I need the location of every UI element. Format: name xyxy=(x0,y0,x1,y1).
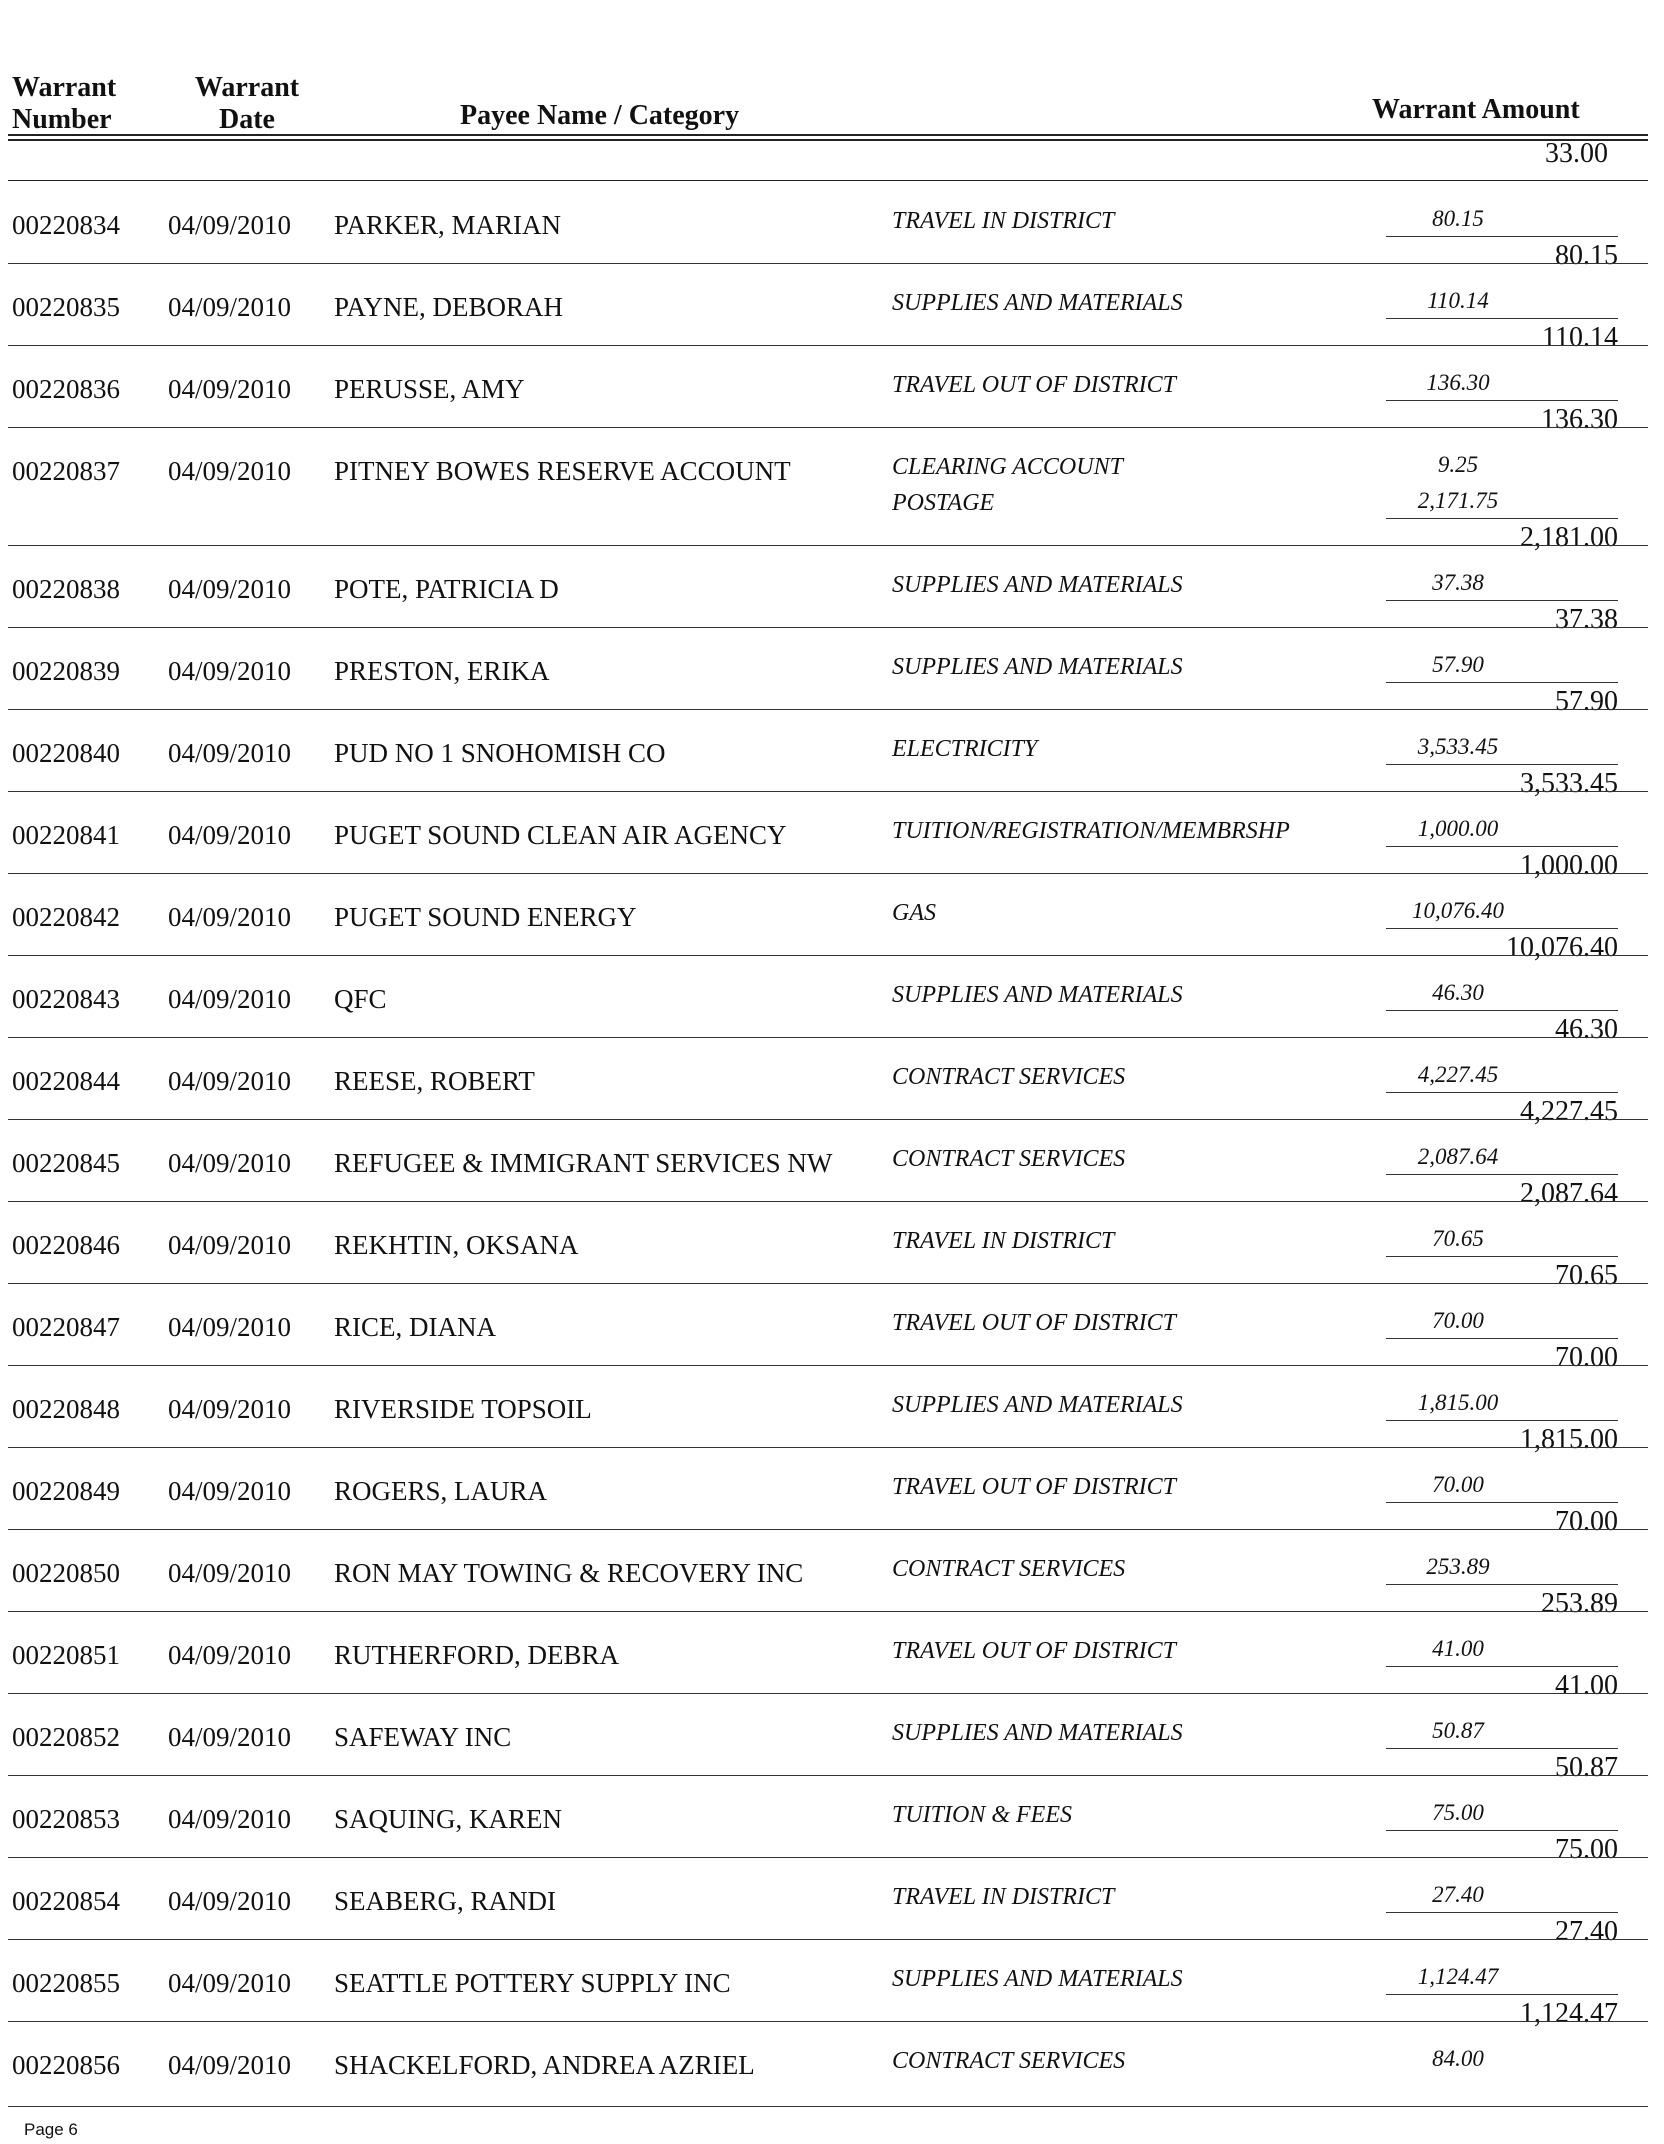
subtotal-rule xyxy=(1386,764,1618,765)
category-list xyxy=(892,1720,1183,1756)
expense-category: POSTAGE xyxy=(892,490,995,516)
warrant-number: 00220845 xyxy=(12,1148,120,1178)
category-list xyxy=(892,982,1183,1018)
warrant-entry xyxy=(8,628,1648,717)
header-rule-double xyxy=(8,139,1648,141)
category-list xyxy=(892,1884,1114,1920)
subtotal-rule xyxy=(1386,1174,1618,1175)
category-list xyxy=(892,1556,1125,1592)
expense-category: SUPPLIES AND MATERIALS xyxy=(892,290,1183,316)
payee-name: PRESTON, ERIKA xyxy=(334,656,550,686)
payee-name: PITNEY BOWES RESERVE ACCOUNT xyxy=(334,456,791,486)
warrant-total: 46.30 xyxy=(1555,1014,1618,1045)
warrant-number: 00220840 xyxy=(12,738,120,768)
expense-category: ELECTRICITY xyxy=(892,736,1038,762)
subtotal-rule xyxy=(1386,1748,1618,1749)
warrant-number: 00220854 xyxy=(12,1886,120,1916)
column-header-amount: Warrant Amount xyxy=(1372,94,1580,125)
warrant-number: 00220838 xyxy=(12,574,120,604)
line-amount: 1,124.47 xyxy=(1417,1964,1499,1989)
warrant-date: 04/09/2010 xyxy=(168,1066,292,1096)
payee-name: RIVERSIDE TOPSOIL xyxy=(334,1394,592,1424)
payee-name: PUD NO 1 SNOHOMISH CO xyxy=(334,738,666,768)
line-amount: 70.00 xyxy=(1432,1308,1484,1333)
warrant-total: 1,124.47 xyxy=(1520,1998,1618,2029)
payee-name: PARKER, MARIAN xyxy=(334,210,562,240)
warrant-number: 00220850 xyxy=(12,1558,120,1588)
subtotal-rule xyxy=(1386,928,1618,929)
warrant-total: 37.38 xyxy=(1555,604,1618,635)
warrant-date: 04/09/2010 xyxy=(168,738,292,768)
line-amount: 84.00 xyxy=(1432,2046,1484,2071)
warrant-date: 04/09/2010 xyxy=(168,210,292,240)
warrant-total: 136.30 xyxy=(1541,404,1618,435)
warrant-number: 00220851 xyxy=(12,1640,120,1670)
subtotal-rule xyxy=(1386,1830,1618,1831)
warrant-date: 04/09/2010 xyxy=(168,902,292,932)
warrant-total: 2,181.00 xyxy=(1520,522,1618,553)
warrant-number: 00220841 xyxy=(12,820,120,850)
warrant-date: 04/09/2010 xyxy=(168,292,292,322)
payee-name: RUTHERFORD, DEBRA xyxy=(334,1640,620,1670)
category-list xyxy=(892,900,936,936)
warrant-number: 00220849 xyxy=(12,1476,120,1506)
subtotal-rule xyxy=(1386,1584,1618,1585)
expense-category: TRAVEL OUT OF DISTRICT xyxy=(892,1310,1176,1336)
warrant-entry xyxy=(8,1776,1648,1865)
subtotal-rule xyxy=(1386,682,1618,683)
warrant-total: 57.90 xyxy=(1555,686,1618,717)
expense-category: TRAVEL OUT OF DISTRICT xyxy=(892,372,1176,398)
subtotal-rule xyxy=(1386,1092,1618,1093)
line-amount: 253.89 xyxy=(1426,1554,1490,1579)
line-amount-list xyxy=(1378,2046,1538,2082)
payee-name: REESE, ROBERT xyxy=(334,1066,535,1096)
warrant-entry xyxy=(8,264,1648,353)
subtotal-rule xyxy=(1386,1994,1618,1995)
category-list xyxy=(892,1228,1114,1264)
category-list xyxy=(892,454,1123,526)
footer-rule xyxy=(8,2106,1648,2107)
subtotal-rule xyxy=(1386,1338,1618,1339)
warrant-number: 00220855 xyxy=(12,1968,120,1998)
warrant-entry xyxy=(8,346,1648,435)
warrant-total: 1,815.00 xyxy=(1520,1424,1618,1455)
subtotal-rule xyxy=(1386,600,1618,601)
payee-name: SHACKELFORD, ANDREA AZRIEL xyxy=(334,2050,755,2080)
category-list xyxy=(892,1392,1183,1428)
warrant-total: 1,000.00 xyxy=(1520,850,1618,881)
category-list xyxy=(892,1310,1176,1346)
subtotal-rule xyxy=(1386,236,1618,237)
category-list xyxy=(892,1064,1125,1100)
warrant-number: 00220843 xyxy=(12,984,120,1014)
warrant-number: 00220848 xyxy=(12,1394,120,1424)
subtotal-rule xyxy=(1386,1010,1618,1011)
warrant-number: 00220837 xyxy=(12,456,120,486)
warrant-date: 04/09/2010 xyxy=(168,1886,292,1916)
warrant-date: 04/09/2010 xyxy=(168,1312,292,1342)
expense-category: CONTRACT SERVICES xyxy=(892,2048,1126,2074)
line-amount: 9.25 xyxy=(1437,452,1479,477)
line-amount: 2,171.75 xyxy=(1417,488,1499,513)
subtotal-rule xyxy=(1386,1502,1618,1503)
expense-category: CONTRACT SERVICES xyxy=(892,1064,1126,1090)
payee-name: POTE, PATRICIA D xyxy=(334,574,559,604)
warrant-date: 04/09/2010 xyxy=(168,1640,292,1670)
warrant-date: 04/09/2010 xyxy=(168,1722,292,1752)
warrant-entry xyxy=(8,1694,1648,1783)
warrant-number: 00220835 xyxy=(12,292,120,322)
expense-category: SUPPLIES AND MATERIALS xyxy=(892,1966,1183,1992)
line-amount: 2,087.64 xyxy=(1417,1144,1499,1169)
subtotal-rule xyxy=(1386,400,1618,401)
warrant-total: 80.15 xyxy=(1555,240,1618,271)
warrant-total: 75.00 xyxy=(1555,1834,1618,1865)
category-list xyxy=(892,1966,1183,2002)
line-amount: 3,533.45 xyxy=(1417,734,1499,759)
subtotal-rule xyxy=(1386,518,1618,519)
warrant-total: 10,076.40 xyxy=(1506,932,1618,963)
payee-name: SAQUING, KAREN xyxy=(334,1804,562,1834)
warrant-total: 50.87 xyxy=(1555,1752,1618,1783)
warrant-entry xyxy=(8,1120,1648,1209)
expense-category: TUITION & FEES xyxy=(892,1802,1072,1828)
expense-category: TRAVEL OUT OF DISTRICT xyxy=(892,1638,1176,1664)
warrant-entry xyxy=(8,1366,1648,1455)
payee-name: SAFEWAY INC xyxy=(334,1722,512,1752)
warrant-date: 04/09/2010 xyxy=(168,2050,292,2080)
line-amount: 70.65 xyxy=(1432,1226,1484,1251)
warrant-total: 70.00 xyxy=(1555,1506,1618,1537)
column-header-payee: Payee Name / Category xyxy=(460,100,740,131)
column-header-warrant-date: Warrant Date xyxy=(194,72,300,135)
payee-name: SEABERG, RANDI xyxy=(334,1886,557,1916)
category-list xyxy=(892,372,1176,408)
expense-category: SUPPLIES AND MATERIALS xyxy=(892,572,1183,598)
expense-category: SUPPLIES AND MATERIALS xyxy=(892,1392,1183,1418)
payee-name: RICE, DIANA xyxy=(334,1312,496,1342)
warrant-date: 04/09/2010 xyxy=(168,1394,292,1424)
category-list xyxy=(892,1638,1176,1674)
expense-category: SUPPLIES AND MATERIALS xyxy=(892,1720,1183,1746)
warrant-entry xyxy=(8,1612,1648,1701)
warrant-entry xyxy=(8,792,1648,881)
warrant-date: 04/09/2010 xyxy=(168,1230,292,1260)
payee-name: PUGET SOUND CLEAN AIR AGENCY xyxy=(334,820,787,850)
warrant-total: 110.14 xyxy=(1542,322,1618,353)
line-amount: 41.00 xyxy=(1432,1636,1484,1661)
warrant-total: 41.00 xyxy=(1555,1670,1618,1701)
category-list xyxy=(892,290,1183,326)
category-list xyxy=(892,208,1114,244)
expense-category: TRAVEL IN DISTRICT xyxy=(892,1884,1115,1910)
category-list xyxy=(892,2048,1125,2084)
category-list xyxy=(892,818,1290,854)
line-amount: 80.15 xyxy=(1432,206,1484,231)
warrant-entry xyxy=(8,1448,1648,1537)
warrant-total: 253.89 xyxy=(1541,1588,1618,1619)
expense-category: GAS xyxy=(892,900,936,926)
warrant-entry xyxy=(8,182,1648,271)
expense-category: CONTRACT SERVICES xyxy=(892,1556,1126,1582)
warrant-date: 04/09/2010 xyxy=(168,984,292,1014)
category-list xyxy=(892,1146,1125,1182)
expense-category: CONTRACT SERVICES xyxy=(892,1146,1126,1172)
subtotal-rule xyxy=(1386,1666,1618,1667)
payee-name: ROGERS, LAURA xyxy=(334,1476,548,1506)
line-amount: 46.30 xyxy=(1432,980,1484,1005)
line-amount-list xyxy=(1378,452,1538,524)
warrant-entry xyxy=(8,1530,1648,1619)
expense-category: TRAVEL IN DISTRICT xyxy=(892,208,1115,234)
warrant-entry xyxy=(8,1202,1648,1291)
line-amount: 1,815.00 xyxy=(1417,1390,1499,1415)
warrant-date: 04/09/2010 xyxy=(168,574,292,604)
warrant-entry xyxy=(8,710,1648,799)
line-amount: 110.14 xyxy=(1427,288,1489,313)
warrant-entry xyxy=(8,874,1648,963)
warrant-entry xyxy=(8,1284,1648,1373)
warrant-number: 00220856 xyxy=(12,2050,120,2080)
warrant-total: 3,533.45 xyxy=(1520,768,1618,799)
expense-category: SUPPLIES AND MATERIALS xyxy=(892,982,1183,1008)
expense-category: SUPPLIES AND MATERIALS xyxy=(892,654,1183,680)
warrant-entry xyxy=(8,1858,1648,1947)
warrant-number: 00220852 xyxy=(12,1722,120,1752)
warrant-date: 04/09/2010 xyxy=(168,456,292,486)
warrant-date: 04/09/2010 xyxy=(168,1968,292,1998)
warrant-entry xyxy=(8,2022,1648,2104)
line-amount: 27.40 xyxy=(1432,1882,1484,1907)
category-list xyxy=(892,654,1183,690)
warrant-number: 00220842 xyxy=(12,902,120,932)
warrant-number: 00220844 xyxy=(12,1066,120,1096)
warrant-date: 04/09/2010 xyxy=(168,820,292,850)
warrant-number: 00220853 xyxy=(12,1804,120,1834)
warrant-total: 70.65 xyxy=(1555,1260,1618,1291)
line-amount: 70.00 xyxy=(1432,1472,1484,1497)
warrant-entry xyxy=(8,1038,1648,1127)
payee-name: RON MAY TOWING & RECOVERY INC xyxy=(334,1558,804,1588)
payee-name: SEATTLE POTTERY SUPPLY INC xyxy=(334,1968,731,1998)
line-amount: 57.90 xyxy=(1432,652,1484,677)
warrant-entry xyxy=(8,1940,1648,2029)
header-rule xyxy=(8,134,1648,136)
warrant-date: 04/09/2010 xyxy=(168,1148,292,1178)
category-list xyxy=(892,1474,1176,1510)
payee-name: REKHTIN, OKSANA xyxy=(334,1230,579,1260)
payee-name: QFC xyxy=(334,984,387,1014)
warrant-total: 27.40 xyxy=(1555,1916,1618,1947)
line-amount: 37.38 xyxy=(1432,570,1484,595)
payee-name: PUGET SOUND ENERGY xyxy=(334,902,637,932)
warrant-total: 4,227.45 xyxy=(1520,1096,1618,1127)
subtotal-rule xyxy=(1386,1420,1618,1421)
page-number: Page 6 xyxy=(24,2120,78,2139)
warrant-number: 00220839 xyxy=(12,656,120,686)
line-amount: 50.87 xyxy=(1432,1718,1484,1743)
expense-category: TRAVEL IN DISTRICT xyxy=(892,1228,1115,1254)
warrant-date: 04/09/2010 xyxy=(168,656,292,686)
warrant-total: 2,087.64 xyxy=(1520,1178,1618,1209)
warrant-date: 04/09/2010 xyxy=(168,1804,292,1834)
expense-category: TRAVEL OUT OF DISTRICT xyxy=(892,1474,1176,1500)
subtotal-rule xyxy=(1386,318,1618,319)
category-list xyxy=(892,572,1183,608)
carried-total-rule xyxy=(8,180,1648,181)
warrant-total: 70.00 xyxy=(1555,1342,1618,1373)
warrant-number: 00220836 xyxy=(12,374,120,404)
subtotal-rule xyxy=(1386,846,1618,847)
warrant-date: 04/09/2010 xyxy=(168,1558,292,1588)
subtotal-rule xyxy=(1386,1912,1618,1913)
line-amount: 1,000.00 xyxy=(1417,816,1499,841)
subtotal-rule xyxy=(1386,1256,1618,1257)
warrant-number: 00220846 xyxy=(12,1230,120,1260)
line-amount: 75.00 xyxy=(1432,1800,1484,1825)
payee-name: PERUSSE, AMY xyxy=(334,374,525,404)
expense-category: CLEARING ACCOUNT xyxy=(892,454,1123,480)
warrant-entry xyxy=(8,546,1648,635)
payee-name: PAYNE, DEBORAH xyxy=(334,292,564,322)
warrant-date: 04/09/2010 xyxy=(168,374,292,404)
carried-forward-total: 33.00 xyxy=(1545,138,1608,169)
category-list xyxy=(892,736,1037,772)
warrant-entry xyxy=(8,956,1648,1045)
line-amount: 136.30 xyxy=(1426,370,1490,395)
warrant-number: 00220834 xyxy=(12,210,120,240)
warrant-number: 00220847 xyxy=(12,1312,120,1342)
line-amount: 10,076.40 xyxy=(1412,898,1504,923)
category-list xyxy=(892,1802,1072,1838)
warrant-date: 04/09/2010 xyxy=(168,1476,292,1506)
line-amount: 4,227.45 xyxy=(1417,1062,1499,1087)
expense-category: TUITION/REGISTRATION/MEMBRSHP xyxy=(892,818,1290,844)
column-header-warrant-number: Warrant Number xyxy=(12,72,117,135)
payee-name: REFUGEE & IMMIGRANT SERVICES NW xyxy=(334,1148,833,1178)
warrant-entry xyxy=(8,428,1648,553)
